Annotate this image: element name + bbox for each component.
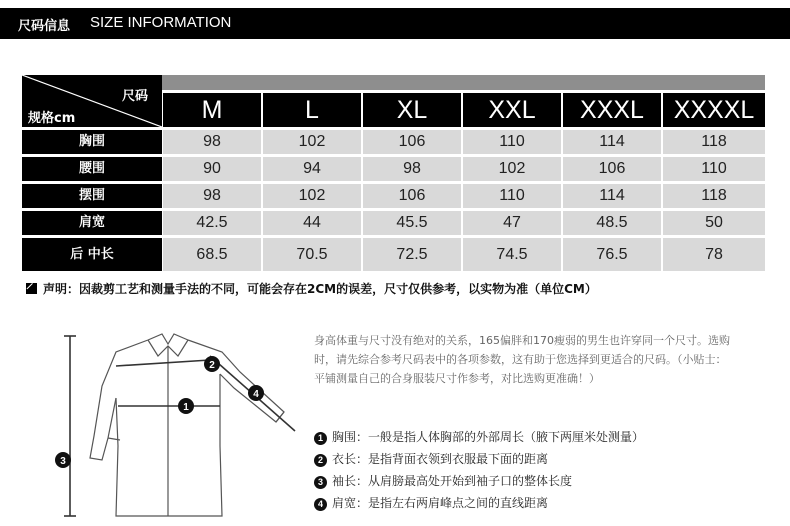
corner-label-size: 尺码	[121, 89, 148, 104]
sizing-advice-paragraph: 身高体重与尺寸没有绝对的关系，165偏胖和170瘦弱的男生也许穿同一个尺寸。选购时，请先综合参考尺码表中的各项参数，这有助于您选择到更适合的尺码。（小贴士：平铺测量自己的合身服装尺寸作参考，对比选购更准确！）	[314, 334, 730, 385]
legend-item	[314, 470, 754, 492]
table-cell: 94	[263, 157, 361, 181]
svg-text:1: 1	[183, 402, 189, 413]
size-header: M	[163, 93, 261, 127]
row-label-back-length: 后 中长	[22, 238, 162, 271]
table-cell: 114	[563, 130, 661, 154]
pencil-square-icon	[26, 283, 37, 294]
disclaimer-note	[26, 280, 597, 297]
marker-3	[55, 452, 71, 468]
table-cell: 102	[463, 157, 561, 181]
table-cell: 118	[663, 184, 765, 208]
table-cell: 118	[663, 130, 765, 154]
table-cell: 110	[663, 157, 765, 181]
svg-text:4: 4	[253, 389, 259, 400]
size-header: XXXXL	[663, 93, 765, 127]
table-cell: 106	[563, 157, 661, 181]
table-cell: 110	[463, 130, 561, 154]
disclaimer-text: 声明：因裁剪工艺和测量手法的不同，可能会存在2CM的误差，尺寸仅供参考，以实物为准（单位CM）	[43, 282, 597, 296]
svg-text:3: 3	[60, 456, 66, 467]
legend-item	[314, 448, 754, 470]
shirt-measurement-diagram	[50, 326, 305, 521]
table-cell: 102	[263, 184, 361, 208]
table-cell: 106	[363, 130, 461, 154]
marker-2	[204, 356, 220, 372]
table-cell: 110	[463, 184, 561, 208]
table-cell: 48.5	[563, 211, 661, 235]
number-4-icon: 4	[314, 498, 327, 511]
marker-1	[178, 398, 194, 414]
row-label-shoulder: 肩宽	[22, 211, 162, 235]
svg-text:2: 2	[209, 360, 215, 371]
legend-item	[314, 492, 754, 514]
measure-lines	[64, 336, 295, 516]
corner-label-spec: 规格cm	[28, 111, 76, 126]
marker-4	[248, 385, 264, 401]
table-cell: 74.5	[463, 238, 561, 271]
table-corner-cell	[22, 75, 162, 127]
table-cell: 102	[263, 130, 361, 154]
table-cell: 45.5	[363, 211, 461, 235]
size-header: L	[263, 93, 361, 127]
row-label-chest: 胸围	[22, 130, 162, 154]
table-cell: 114	[563, 184, 661, 208]
table-top-strip	[162, 75, 765, 90]
row-label-hem: 摆围	[22, 184, 162, 208]
number-3-icon: 3	[314, 476, 327, 489]
table-cell: 68.5	[163, 238, 261, 271]
size-table	[22, 75, 765, 271]
table-cell: 98	[363, 157, 461, 181]
table-cell: 106	[363, 184, 461, 208]
measurement-legend	[314, 426, 754, 514]
size-header: XL	[363, 93, 461, 127]
table-cell: 42.5	[163, 211, 261, 235]
legend-text: 肩宽：是指左右两肩峰点之间的直线距离	[332, 496, 549, 510]
table-cell: 78	[663, 238, 765, 271]
table-cell: 50	[663, 211, 765, 235]
legend-text: 胸围：一般是指人体胸部的外部周长（腋下两厘米处测量）	[332, 430, 645, 444]
table-cell: 44	[263, 211, 361, 235]
row-label-waist: 腰围	[22, 157, 162, 181]
number-2-icon: 2	[314, 454, 327, 467]
size-header: XXL	[463, 93, 561, 127]
table-cell: 98	[163, 130, 261, 154]
size-header: XXXL	[563, 93, 661, 127]
table-cell: 72.5	[363, 238, 461, 271]
table-cell: 90	[163, 157, 261, 181]
section-header	[0, 8, 790, 39]
legend-text: 袖长：从肩膀最高处开始到袖子口的整体长度	[332, 474, 573, 488]
legend-item	[314, 426, 754, 448]
table-cell: 47	[463, 211, 561, 235]
table-cell: 76.5	[563, 238, 661, 271]
table-cell: 70.5	[263, 238, 361, 271]
table-cell: 98	[163, 184, 261, 208]
number-1-icon: 1	[314, 432, 327, 445]
legend-text: 衣长：是指背面衣领到衣服最下面的距离	[332, 452, 549, 466]
header-title-en: SIZE INFORMATION	[90, 14, 232, 31]
header-title-cn: 尺码信息	[18, 19, 71, 34]
